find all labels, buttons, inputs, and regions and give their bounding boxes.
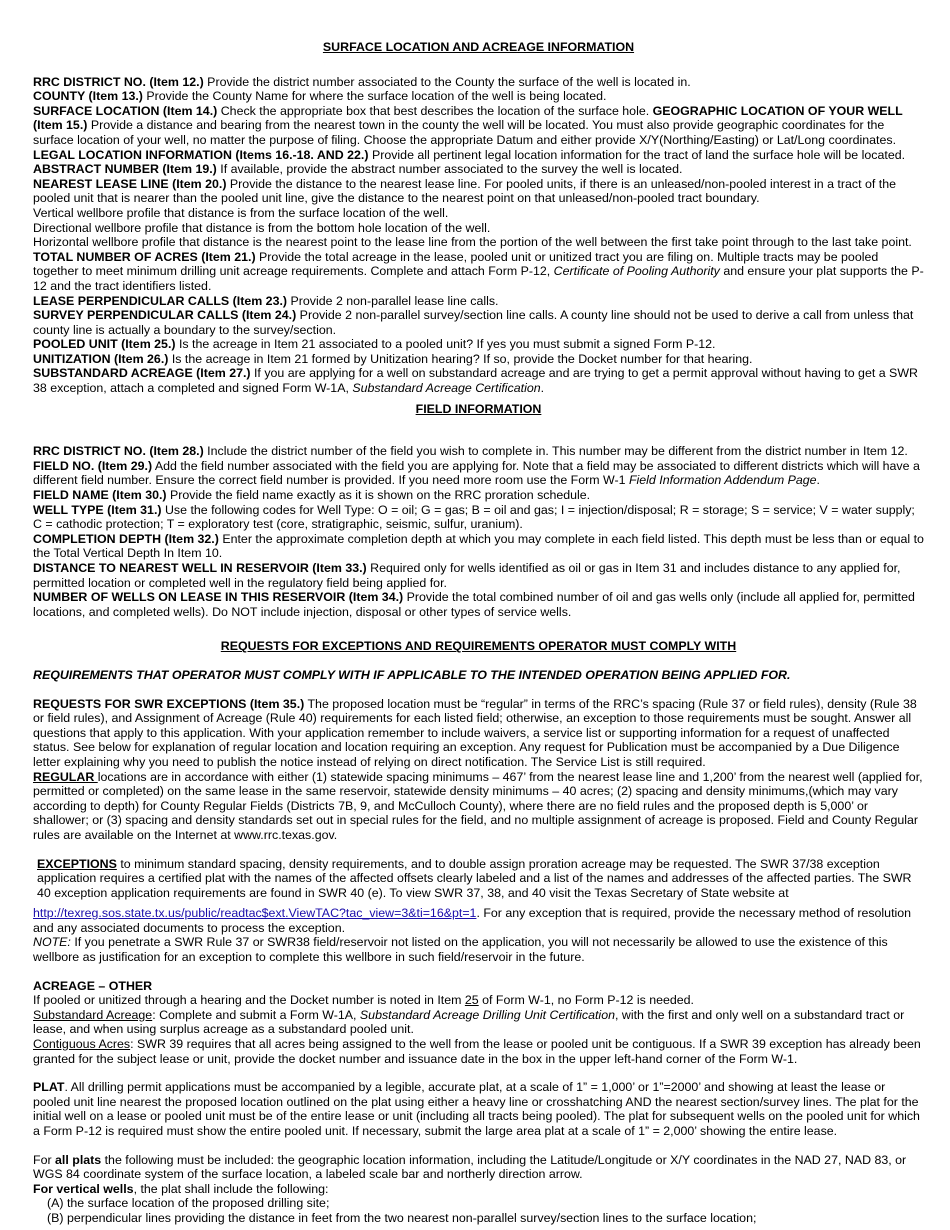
item-31-label: WELL TYPE (Item 31.): [33, 502, 162, 517]
substandard-acreage-text: : Complete and submit a Form W-1A,: [152, 1007, 360, 1022]
item-32-text: Enter the approximate completion depth at which you may complete in each field listed. This depth must be less than or equal to the Total Vertical Depth In Item 10.: [33, 531, 924, 561]
item-34-label: NUMBER OF WELLS ON LEASE IN THIS RESERVOIR (Item 34.): [33, 590, 404, 605]
item-13-label: COUNTY (Item 13.): [33, 89, 143, 104]
exceptions-label: EXCEPTIONS: [37, 856, 117, 871]
item-26-paragraph: [33, 352, 924, 367]
item-23-label: LEASE PERPENDICULAR CALLS (Item 23.): [33, 293, 288, 308]
item-27-italic: Substandard Acreage Certification: [352, 381, 541, 396]
item-15-text: Provide a distance and bearing from the nearest town in the county the well will be located. You must also provide geographic coordinates for the surface location of your well, no matter the purpose of filing. Choose the appropriate Datum and either provide X/Y(Northing/Easting) or Lat/Long coordinates.: [33, 118, 897, 147]
item-34-paragraph: [33, 590, 924, 619]
item-30-paragraph: [33, 488, 924, 503]
item-13-text: Provide the County Name for where the surface location of the well is being located.: [142, 89, 607, 104]
vertical-wells-text: , the plat shall include the following:: [133, 1181, 329, 1196]
sos-link-paragraph: [33, 906, 924, 935]
requirements-subtitle: REQUIREMENTS THAT OPERATOR MUST COMPLY WITH IF APPLICABLE TO THE INTENDED OPERATION BEING APPLIED FOR.: [33, 667, 791, 682]
section-title-exceptions: REQUESTS FOR EXCEPTIONS AND REQUIREMENTS OPERATOR MUST COMPLY WITH: [220, 639, 737, 654]
item-16-22-text: Provide all pertinent legal location information for the tract of land the surface hole will be located.: [368, 147, 906, 162]
item-33-label: DISTANCE TO NEAREST WELL IN RESERVOIR (Item 33.): [33, 561, 367, 575]
item-15-label: GEOGRAPHIC LOCATION OF YOUR WELL (Item 15.): [33, 103, 903, 133]
note-label: NOTE:: [33, 935, 71, 950]
item-34-text: Provide the total combined number of oil and gas wells only (include all applied for, permitted locations, and completed wells). Do NOT include injection, disposal or other types of service wells.: [33, 590, 915, 619]
vertical-wells-label: For vertical wells: [33, 1181, 134, 1196]
item-29-label: FIELD NO. (Item 29.): [33, 458, 153, 473]
item-25-label: POOLED UNIT (Item 25.): [33, 337, 176, 352]
item-19-text: If available, provide the abstract number associated to the survey the well is located.: [216, 162, 683, 177]
texreg-link[interactable]: http://texreg.sos.state.tx.us/public/readtac$ext.ViewTAC?tac_view=3&ti=16&pt=1: [33, 906, 477, 921]
item-12-label: RRC DISTRICT NO. (Item 12.): [33, 74, 204, 89]
item-29-text: Add the field number associated with the field you are applying for. Note that a field may be associated to different districts which will have a different field number. Ensure the correct field number is provided. If you need more room use the Form W-1: [33, 458, 920, 488]
plat-text: . All drilling permit applications must be accompanied by a legible, accurate plat, at a scale of 1” = 1,000’ or 1”=2000’ and showing at least the lease or pooled unit line nearest the proposed location outlined on the plat using either a heavy line or crosshatching AND the nearest section/survey lines. The plat for the initial well on a lease or pooled unit must be of the entire lease or unit (including all tracts being pooled). The plat for subsequent wells on the pooled unit for which a Form P-12 is required must show the entire pooled unit. If necessary, submit the large area plat at a scale of 1” = 2,000’ showing the entire lease.: [33, 1080, 920, 1138]
acreage-other-heading: ACREAGE – OTHER: [33, 978, 153, 993]
item-19-paragraph: [33, 162, 924, 177]
item-16-22-label: LEGAL LOCATION INFORMATION (Items 16.-18. AND 22.): [33, 147, 369, 162]
item-14-label: SURFACE LOCATION (Item 14.): [33, 103, 218, 118]
item-24-paragraph: [33, 308, 924, 337]
item-35-paragraph: [33, 697, 924, 770]
item-27-label: SUBSTANDARD ACREAGE (Item 27.): [33, 366, 251, 381]
item-28-label: RRC DISTRICT NO. (Item 28.): [33, 444, 204, 459]
item-26-text: Is the acreage in Item 21 formed by Unitization hearing? If so, provide the Docket number for that hearing.: [168, 351, 753, 366]
plat-paragraph: [33, 1080, 924, 1138]
substandard-acreage-text-2: , with the first and only well on a substandard tract or lease, and when using surplus acreage as a substandard pooled unit.: [33, 1007, 905, 1037]
pooled-docket-text: If pooled or unitized through a hearing and the Docket number is noted in Item: [33, 993, 465, 1008]
item-21-paragraph: [33, 250, 924, 294]
item-32-label: COMPLETION DEPTH (Item 32.): [33, 531, 219, 546]
pooled-docket-paragraph: [33, 993, 924, 1008]
item-20-paragraph: [33, 177, 924, 206]
regular-label: REGULAR: [33, 769, 98, 784]
item-14-text: Check the appropriate box that best describes the location of the surface hole.: [217, 103, 653, 118]
note-text: If you penetrate a SWR Rule 37 or SWR38 field/reservoir not listed on the application, you will not necessarily be allowed to use the existence of this wellbore as justification for an exception to complete this wellbore in such field/reservoir in the future.: [33, 935, 888, 965]
substandard-acreage-label: Substandard Acreage: [33, 1007, 153, 1022]
item-31-paragraph: [33, 503, 924, 532]
exceptions-paragraph: [33, 857, 924, 901]
item-32-paragraph: [33, 532, 924, 561]
note-paragraph: [33, 935, 924, 964]
item-24-label: SURVEY PERPENDICULAR CALLS (Item 24.): [33, 308, 297, 323]
item-29-paragraph: [33, 459, 924, 488]
directional-profile-note: Directional wellbore profile that distance is from the bottom hole location of the well.: [33, 220, 491, 235]
list-item: (A) the surface location of the proposed drilling site;: [47, 1196, 330, 1211]
item-20-text: Provide the distance to the nearest lease line. For pooled units, if there is an unleased/non-pooled interest in a tract of the pooled unit that is nearer than the pooled unit line, give the distance to the nearest point on that unleased/non-pooled tract boundary.: [33, 176, 896, 206]
item-27-text-2: .: [540, 381, 545, 396]
all-plats-label: all plats: [55, 1152, 102, 1167]
item-28-paragraph: [33, 444, 924, 459]
plat-label: PLAT: [33, 1080, 65, 1095]
item-29-text-2: .: [816, 473, 820, 488]
item-29-italic: Field Information Addendum Page: [628, 473, 817, 488]
item-21-text-2: and ensure your plat supports the P-12 and the tract identifiers listed.: [33, 264, 924, 293]
regular-text-2: .: [333, 827, 338, 842]
item-27-paragraph: [33, 366, 924, 395]
substandard-acreage-italic: Substandard Acreage Drilling Unit Certification: [359, 1007, 615, 1022]
list-item: (B) perpendicular lines providing the distance in feet from the two nearest non-parallel survey/section lines to the surface location;: [47, 1210, 757, 1225]
item-21-label: TOTAL NUMBER OF ACRES (Item 21.): [33, 249, 256, 264]
item-21-text: Provide the total acreage in the lease, pooled unit or unitized tract you are filing on. Multiple tracts may be pooled together to meet minimum drilling unit acreage requirements. Complete and attach Form P-12,: [33, 249, 879, 279]
item-12-paragraph: [33, 75, 924, 90]
item-27-text: If you are applying for a well on substandard acreage and are trying to get a permit approval without having to get a SWR 38 exception, attach a completed and signed Form W-1A,: [33, 366, 918, 396]
item-30-text: Provide the field name exactly as it is shown on the RRC proration schedule.: [166, 488, 591, 503]
contiguous-acres-paragraph: [33, 1037, 924, 1066]
pooled-docket-item: 25: [464, 993, 479, 1008]
pooled-docket-text-2: of Form W-1, no Form P-12 is needed.: [478, 993, 694, 1008]
item-30-label: FIELD NAME (Item 30.): [33, 488, 167, 503]
item-31-text: Use the following codes for Well Type: O = oil; G = gas; B = oil and gas; I = injection/disposal; R = storage; S = service; V = water supply; C = cathodic protection; T = exploratory test (core, stratigraphic, seismic, sulfur, uranium).: [33, 502, 915, 532]
item-35-label: REQUESTS FOR SWR EXCEPTIONS (Item 35.): [33, 696, 305, 711]
item-33-text: Required only for wells identified as oil or gas in Item 31 and includes distance to any applied for, permitted location or completed well in the regulatory field being applied for.: [33, 561, 901, 590]
vertical-profile-note: Vertical wellbore profile that distance is from the surface location of the well.: [33, 205, 449, 220]
substandard-acreage-paragraph: [33, 1008, 924, 1037]
item-28-text: Include the district number of the field you wish to complete in. This number may be different from the district number in Item 12.: [203, 444, 908, 459]
item-25-text: Is the acreage in Item 21 associated to a pooled unit? If yes you must submit a signed Form P-12.: [175, 337, 716, 352]
item-21-italic: Certificate of Pooling Authority: [553, 264, 720, 279]
all-plats-prefix: For: [33, 1152, 56, 1167]
sos-link-text: . For any exception that is required, provide the necessary method of resolution and any associated documents to process the exception.: [33, 906, 912, 935]
regular-text: locations are in accordance with either (1) statewide spacing minimums – 467’ from the nearest lease line and 1,200’ from the nearest well (applied for, permitted or completed) on the same lease in the same reservoir, statewide density minimums – 40 acres; (2) spacing and density minimums,(which may vary according to depth) for County Regular Fields (Districts 7B, 9, and McCulloch County), where there are no field rules and the proposed depth is 5,000’ or shallower; or (3) spacing and density standards set out in special rules for the field, and no multiple assignment of acreage is proposed. Field and County Regular rules are available on the Internet at: [33, 769, 923, 842]
all-plats-text: the following must be included: the geographic location information, including the Latitude/Longitude or X/Y coordinates in the NAD 27, NAD 83, or WGS 84 coordinate system of the surface location, a labeled scale bar and northerly direction arrow.: [33, 1152, 907, 1182]
item-14-15-paragraph: [33, 104, 924, 148]
item-23-text: Provide 2 non-parallel lease line calls.: [287, 293, 499, 308]
all-plats-paragraph: [33, 1153, 924, 1182]
item-13-paragraph: [33, 89, 924, 104]
item-26-label: UNITIZATION (Item 26.): [33, 351, 169, 366]
item-35-text: The proposed location must be “regular” in terms of the RRC’s spacing (Rule 37 or field rules), density (Rule 38 or field rules), and Assignment of Acreage (Rule 40) requirements for each listed field; otherwise, an exception to those requirements must be sought. Answer all questions that apply to this application. With your application remember to include waivers, a service list or supporting information for a request of unaffected status. See below for explanation of regular location and location requiring an exception. Any request for Publication must be accompanied by a Due Diligence letter explaining why you need to publish the notice instead of relying on direct notification. The Service List is still required.: [33, 696, 917, 769]
item-19-label: ABSTRACT NUMBER (Item 19.): [33, 162, 217, 177]
item-20-label: NEAREST LEASE LINE (Item 20.): [33, 176, 227, 191]
contiguous-acres-label: Contiguous Acres: [33, 1037, 131, 1052]
item-23-paragraph: [33, 294, 924, 309]
item-12-text: Provide the district number associated to the County the surface of the well is located in.: [203, 74, 691, 89]
regular-locations-paragraph: [33, 770, 924, 843]
item-16-22-paragraph: [33, 148, 924, 163]
section-title-field-information: FIELD INFORMATION: [415, 401, 542, 416]
exceptions-text: to minimum standard spacing, density requirements, and to double assign proration acreage may be requested. The SWR 37/38 exception application requires a certified plat with the names of the affected offsets clearly labeled and a list of the names and addresses of the affected parties. The SWR 40 exception application requirements are found in SWR 40 (e). To view SWR 37, 38, and 40 visit the Texas Secretary of State website at: [37, 856, 912, 900]
rrc-website-text: www.rrc.texas.gov: [234, 827, 334, 842]
horizontal-profile-note: Horizontal wellbore profile that distance is the nearest point to the lease line from the portion of the well between the first take point through to the last take point.: [33, 235, 912, 250]
section-title-surface-location: SURFACE LOCATION AND ACREAGE INFORMATION: [322, 40, 635, 54]
contiguous-acres-text: : SWR 39 requires that all acres being assigned to the well from the lease or pooled unit be contiguous. If a SWR 39 exception has already been granted for the subject lease or unit, provide the docket number and issuance date in the box in the upper left-hand corner of the Form W-1.: [33, 1037, 921, 1066]
vertical-wells-paragraph: [33, 1182, 924, 1197]
item-25-paragraph: [33, 337, 924, 352]
item-33-paragraph: [33, 561, 924, 590]
item-24-text: Provide 2 non-parallel survey/section line calls. A county line should not be used to derive a call from unless that county line is actually a boundary to the survey/section.: [33, 308, 914, 337]
